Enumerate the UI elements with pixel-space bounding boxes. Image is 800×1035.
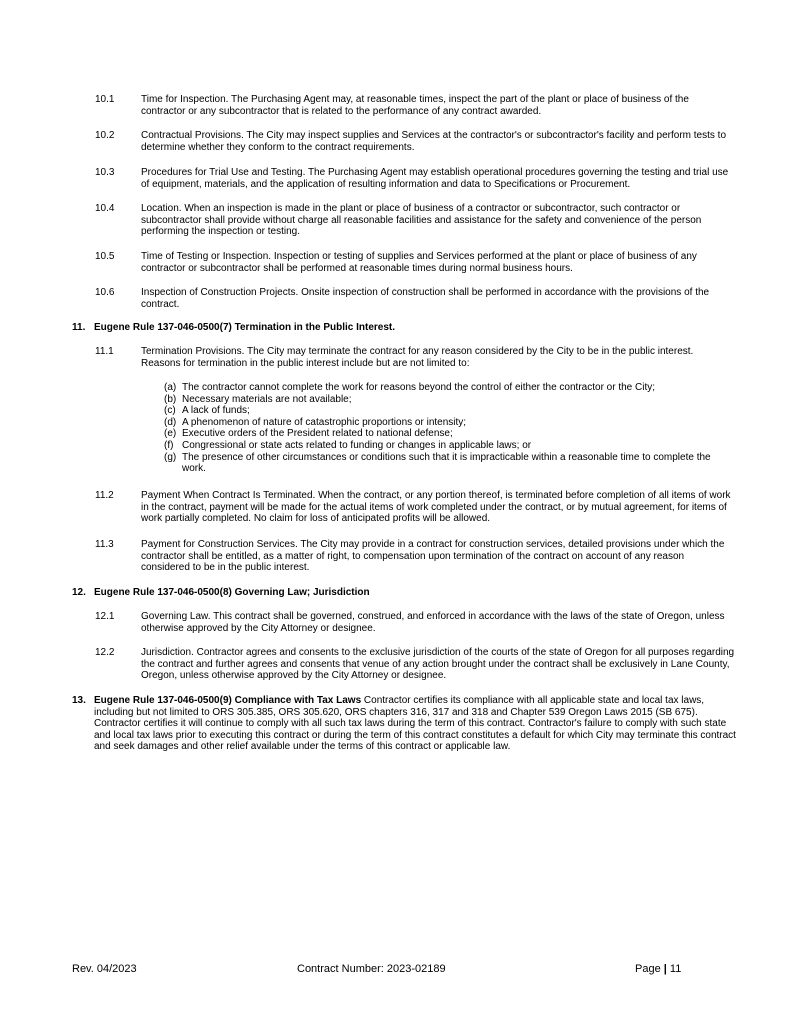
- subsection-title: Payment for Construction Services.: [141, 539, 298, 550]
- footer-page-separator: |: [663, 963, 667, 975]
- footer-page: [635, 963, 681, 976]
- subsection-text: Contractor agrees and consents to the exclusive jurisdiction of the courts of the state of Oregon for all purposes regarding the contract and further agrees and consents that venue of any action brought under the contract shall be exclusively in Lane County, Oregon, unless otherwise approved by the City Attorney or designee.: [141, 647, 735, 682]
- subsection-number: 10.4: [95, 203, 115, 214]
- subsection-text: Onsite inspection of construction shall be performed in accordance with the provisions of the contract.: [141, 287, 710, 310]
- subsection-number: 12.1: [95, 611, 115, 622]
- subsection-number: 10.5: [95, 251, 115, 262]
- list-text: The presence of other circumstances or conditions such that it is impracticable within a reasonable time to complete the work.: [182, 451, 711, 475]
- subsection-text: The City may provide in a contract for construction services, detailed provisions under which the contractor shall be entitled, as a matter of right, to compensation upon termination of the contract on account of any reason considered to be in the public interest.: [141, 539, 725, 574]
- subsection-number: 10.6: [95, 287, 115, 298]
- list-item: [164, 394, 724, 406]
- subsection-text: The Purchasing Agent may, at reasonable times, inspect the part of the plant or place of business of the contractor or any subcontractor that is related to the performance of any contract awarded.: [141, 94, 689, 117]
- list-text: Congressional or state acts related to funding or changes in applicable laws; or: [182, 439, 532, 451]
- list-text: The contractor cannot complete the work for reasons beyond the control of either the contractor or the City;: [182, 382, 656, 393]
- list-letter: (c): [164, 405, 176, 417]
- list-item: [164, 382, 724, 394]
- subsection-number: 11.2: [95, 490, 114, 501]
- subsection-title: Payment When Contract Is Terminated.: [141, 490, 316, 501]
- subsection-11-3: [95, 539, 735, 574]
- list-item: [164, 428, 724, 440]
- list-text: Necessary materials are not available;: [182, 393, 352, 405]
- section-number: 12.: [72, 587, 86, 598]
- section-11-heading: [72, 322, 737, 334]
- list-text: A lack of funds;: [182, 405, 250, 417]
- footer-page-number: 11: [669, 963, 682, 975]
- subsection-10-6: [95, 287, 735, 310]
- list-item: [164, 452, 724, 475]
- subsection-title: Jurisdiction.: [141, 647, 194, 658]
- subsection-title: Governing Law.: [141, 611, 211, 622]
- subsection-number: 11.1: [95, 346, 114, 357]
- section-number: 13.: [72, 695, 86, 706]
- section-heading: Eugene Rule 137-046-0500(9) Compliance with Tax Laws: [94, 695, 362, 706]
- subsection-text: The City may terminate the contract for any reason considered by the City to be in the public interest. Reasons for termination in the public interest include but are not limited to:: [141, 346, 694, 369]
- subsection-text: When the contract, or any portion thereof, is terminated before completion of all items of work in the contract, payment will be made for the actual items of work completed under the contract, or by mutual agreement, for items of work partially completed. No claim for loss of anticipated profits will be allowed.: [141, 490, 731, 525]
- list-text: A phenomenon of nature of catastrophic proportions or intensity;: [182, 416, 467, 428]
- subsection-10-5: [95, 251, 735, 274]
- footer-contract-number: Contract Number: 2023-02189: [297, 963, 446, 975]
- subsection-10-1: [95, 94, 735, 117]
- list-letter: (g): [164, 451, 177, 463]
- list-letter: (e): [164, 428, 177, 440]
- footer-page-label: Page: [635, 963, 661, 975]
- subsection-text: When an inspection is made in the plant or place of business of a contractor or subcontractor, such contractor or subcontractor shall provide without charge all reasonable facilities and assistance for the safety and convenience of the person performing the inspection or testing.: [141, 203, 702, 238]
- section-heading: Eugene Rule 137-046-0500(8) Governing Law; Jurisdiction: [94, 587, 370, 598]
- subsection-title: Contractual Provisions.: [141, 130, 244, 141]
- subsection-text: Inspection or testing of supplies and Services performed at the plant or place of business of any contractor or subcontractor shall be performed at reasonable times during normal business hours.: [141, 251, 697, 274]
- subsection-title: Location.: [141, 203, 182, 214]
- subsection-number: 10.1: [95, 94, 115, 105]
- section-text: Contractor certifies its compliance with all applicable state and local tax laws, including but not limited to ORS 305.385, ORS 305.620, ORS chapters 316, 317 and 318 and Chapter 539 Oregon Laws 2015 (SB 675). Contractor certifies it will continue to comply with all such tax laws during the term of this contract. Contractor's failure to comply with such state and local tax laws prior to executing this contract or during the term of this contract constitutes a default for which City may terminate this contract and seek damages and other relief available under the terms of this contract or applicable law.: [94, 695, 736, 753]
- section-heading: Eugene Rule 137-046-0500(7) Termination in the Public Interest.: [94, 322, 396, 333]
- subsection-number: 12.2: [95, 647, 115, 658]
- subsection-12-2: [95, 647, 735, 682]
- list-item: [164, 405, 724, 417]
- subsection-12-1: [95, 611, 735, 634]
- list-letter: (d): [164, 416, 177, 428]
- subsection-title: Time of Testing or Inspection.: [141, 251, 272, 262]
- footer-revision: Rev. 04/2023: [72, 963, 137, 975]
- subsection-10-3: [95, 167, 735, 190]
- list-text: Executive orders of the President related to national defense;: [182, 428, 453, 440]
- section-number: 11.: [72, 322, 86, 333]
- subsection-title: Time for Inspection.: [141, 94, 229, 105]
- list-letter: (a): [164, 382, 177, 393]
- subsection-11-2: [95, 490, 735, 525]
- subsection-title: Termination Provisions.: [141, 346, 245, 357]
- subsection-title: Inspection of Construction Projects.: [141, 287, 299, 298]
- subsection-title: Procedures for Trial Use and Testing.: [141, 167, 306, 178]
- section-12-heading: [72, 587, 737, 599]
- list-item: [164, 440, 724, 452]
- subsection-number: 11.3: [95, 539, 114, 550]
- subsection-11-1: [95, 346, 735, 369]
- section-13-paragraph: [94, 695, 736, 753]
- subsection-text: The Purchasing Agent may establish operational procedures governing the testing and trial use of equipment, materials, and the application of resulting information and data to Specifications or Procurement.: [141, 167, 729, 190]
- termination-reasons-list: [164, 382, 724, 475]
- subsection-number: 10.2: [95, 130, 115, 141]
- list-item: [164, 417, 724, 429]
- subsection-text: This contract shall be governed, construed, and enforced in accordance with the laws of the state of Oregon, unless otherwise approved by the City Attorney or designee.: [141, 611, 725, 634]
- subsection-number: 10.3: [95, 167, 115, 178]
- subsection-10-2: [95, 130, 735, 153]
- subsection-text: The City may inspect supplies and Services at the contractor's or subcontractor's facility and perform tests to determine whether they conform to the contract requirements.: [141, 130, 727, 153]
- subsection-10-4: [95, 203, 735, 238]
- list-letter: (b): [164, 393, 177, 405]
- list-letter: (f): [164, 439, 174, 451]
